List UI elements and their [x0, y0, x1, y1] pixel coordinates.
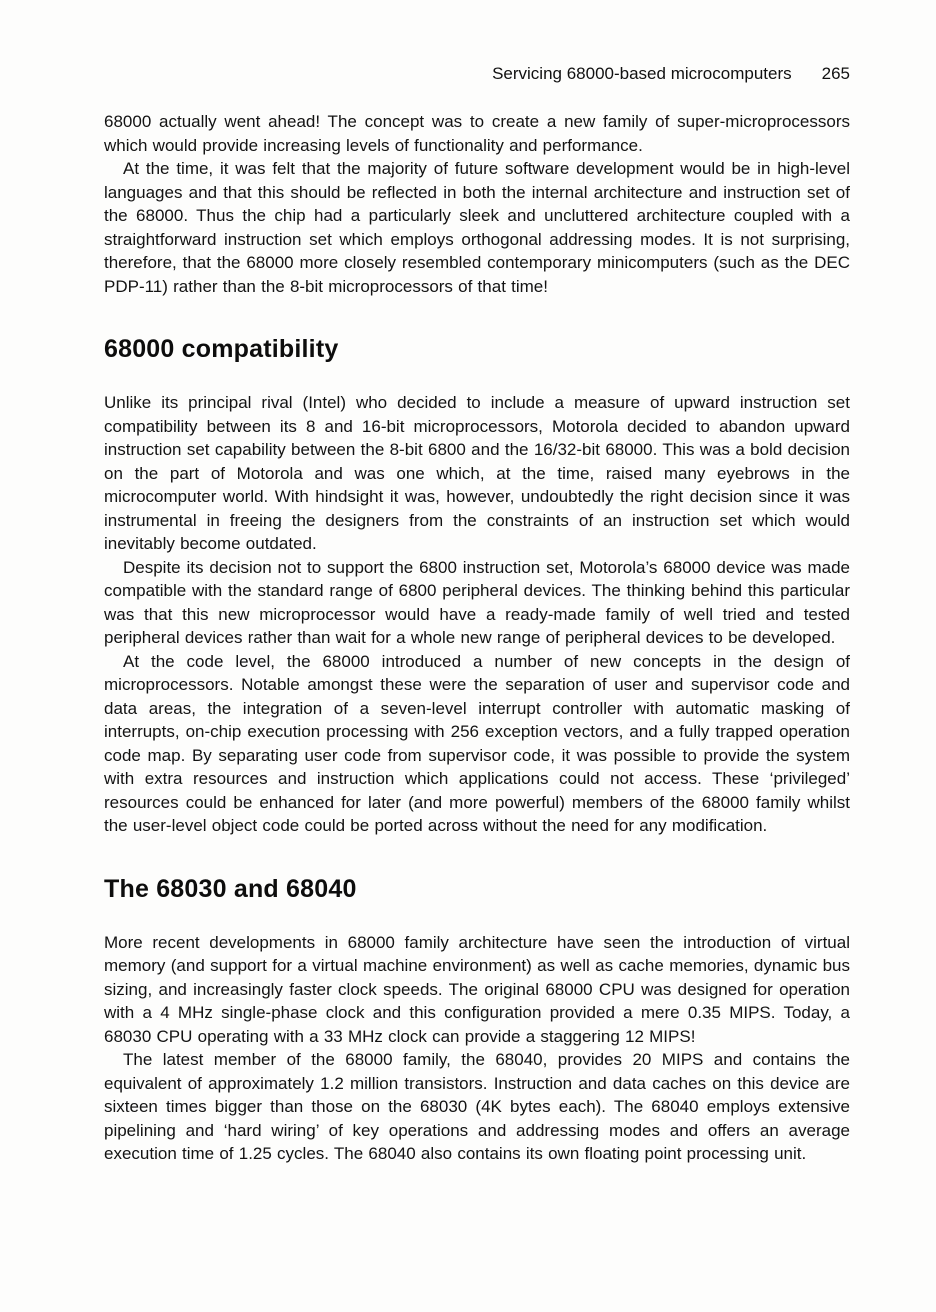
body-paragraph-s1-1: Unlike its principal rival (Intel) who decided to include a measure of upward instruction set compatibility between its 8 and 16-bit microprocessors, Motorola decided to abandon upward instruction set capability between the 8-bit 6800 and the 16/32-bit 68000. This was a bold decision on the part of Motorola and was one which, at the time, raised many eyebrows in the microcomputer world. With hindsight it was, however, undoubtedly the right decision since it was instrumental in freeing the designers from the constraints of an instruction set which would inevitably become outdated. — [104, 393, 850, 553]
body-paragraph-s1-2: Despite its decision not to support the 6800 instruction set, Motorola’s 68000 device was made compatible with the standard range of 6800 peripheral devices. The thinking behind this particular was that this new microprocessor would have a ready-made family of well tried and tested peripheral devices rather than wait for a whole new range of peripheral devices to be developed. — [104, 557, 850, 647]
section-heading-68000-compatibility: 68000 compatibility — [104, 335, 339, 363]
body-paragraph-intro-2: At the time, it was felt that the majority of future software development would be in high-level languages and that this should be reflected in both the internal architecture and instruction set of the 68000. Thus the chip had a particularly sleek and uncluttered architecture coupled with a straightforward instruction set which employs orthogonal addressing modes. It is not surprising, therefore, that the 68000 more closely resembled contemporary minicomputers (such as the DEC PDP-11) rather than the 8-bit microprocessors of that time! — [104, 159, 850, 296]
section-heading-68030-and-68040: The 68030 and 68040 — [104, 874, 357, 903]
body-paragraph-s1-3: At the code level, the 68000 introduced a number of new concepts in the design of microprocessors. Notable amongst these were the separation of user and supervisor code and data areas, the integration of a seven-level interrupt controller with automatic masking of interrupts, on-chip execution processing with 256 exception vectors, and a fully trapped operation code map. By separating user code from supervisor code, it was possible to provide the system with extra resources and instruction which applications could not access. These ‘privileged’ resources could be enhanced for later (and more powerful) members of the 68000 family whilst the user-level object code could be ported across without the need for any modification. — [104, 651, 850, 835]
running-head — [104, 64, 850, 84]
body-paragraph-s2-2: The latest member of the 68000 family, the 68040, provides 20 MIPS and contains the equivalent of approximately 1.2 million transistors. Instruction and data caches on this device are sixteen times bigger than those on the 68030 (4K bytes each). The 68040 employs extensive pipelining and ‘hard wiring’ of key operations and addressing modes and offers an average execution time of 1.25 cycles. The 68040 also contains its own floating point processing unit. — [104, 1050, 850, 1163]
running-head-title: Servicing 68000-based microcomputers — [492, 64, 792, 83]
page-number: 265 — [821, 64, 850, 83]
body-paragraph-intro-1: 68000 actually went ahead! The concept was to create a new family of super-microprocessors which would provide increasing levels of functionality and performance. — [104, 112, 850, 155]
body-paragraph-s2-1: More recent developments in 68000 family architecture have seen the introduction of virtual memory (and support for a virtual machine environment) as well as cache memories, dynamic bus sizing, and increasingly faster clock speeds. The original 68000 CPU was designed for operation with a 4 MHz single-phase clock and this configuration provided a mere 0.35 MIPS. Today, a 68030 CPU operating with a 33 MHz clock can provide a staggering 12 MIPS! — [104, 932, 850, 1046]
